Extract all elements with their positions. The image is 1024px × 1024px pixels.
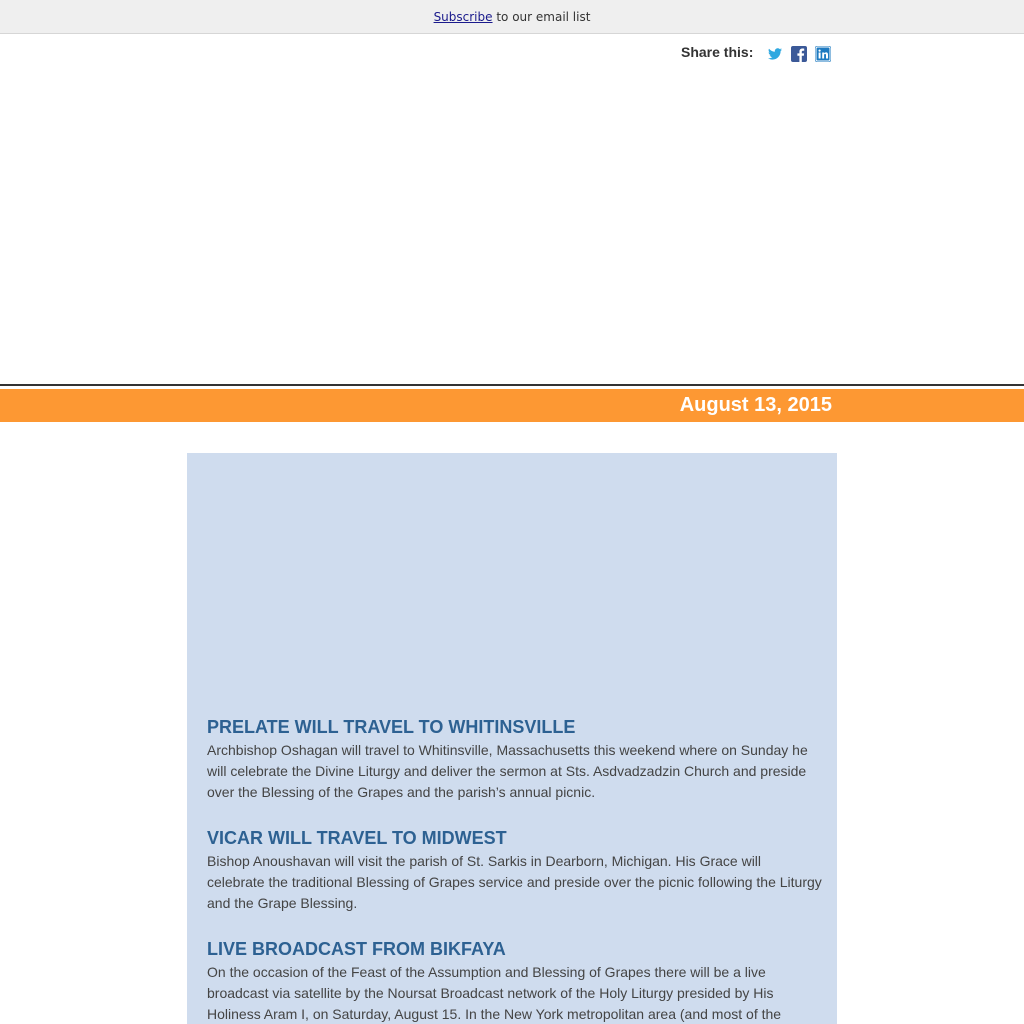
- hero-image-area: [0, 66, 1024, 384]
- article-body: Archbishop Oshagan will travel to Whitinsville, Massachusetts this weekend where on Sunday he will celebrate the Divine Liturgy and deliver the sermon at Sts. Asdvadzadzin Church and preside over the Blessing of the Grapes and the parish’s annual picnic.: [207, 742, 808, 800]
- share-bar: [681, 44, 841, 64]
- article-title: LIVE BROADCAST FROM BIKFAYA: [207, 939, 506, 959]
- article-broadcast: [207, 938, 822, 1024]
- subscribe-text: to our email list: [492, 10, 591, 24]
- subscribe-link[interactable]: Subscribe: [433, 10, 493, 24]
- date-banner: [0, 389, 1024, 422]
- twitter-icon[interactable]: [767, 46, 783, 62]
- article-prelate: [207, 716, 822, 803]
- article-body: Bishop Anoushavan will visit the parish of St. Sarkis in Dearborn, Michigan. His Grace will celebrate the traditional Blessing of Grapes service and preside over the picnic following the Liturgy and the Grape Blessing.: [207, 853, 822, 911]
- header-divider: [0, 384, 1024, 386]
- article-body: On the occasion of the Feast of the Assumption and Blessing of Grapes there will be a live broadcast via satellite by the Noursat Broadcast network of the Holy Liturgy presided by His Holiness Aram I, on Saturday, August 15. In the New York metropolitan area (and most of the: [207, 964, 782, 1022]
- facebook-icon[interactable]: [791, 46, 807, 62]
- newsletter-content: [187, 453, 837, 1024]
- issue-date: August 13, 2015: [679, 394, 832, 416]
- subscribe-bar: [0, 0, 1024, 34]
- article-vicar: [207, 827, 822, 914]
- share-label: Share this:: [681, 44, 754, 60]
- article-title: VICAR WILL TRAVEL TO MIDWEST: [207, 828, 507, 848]
- linkedin-icon[interactable]: [815, 46, 831, 62]
- article-title: PRELATE WILL TRAVEL TO WHITINSVILLE: [207, 717, 576, 737]
